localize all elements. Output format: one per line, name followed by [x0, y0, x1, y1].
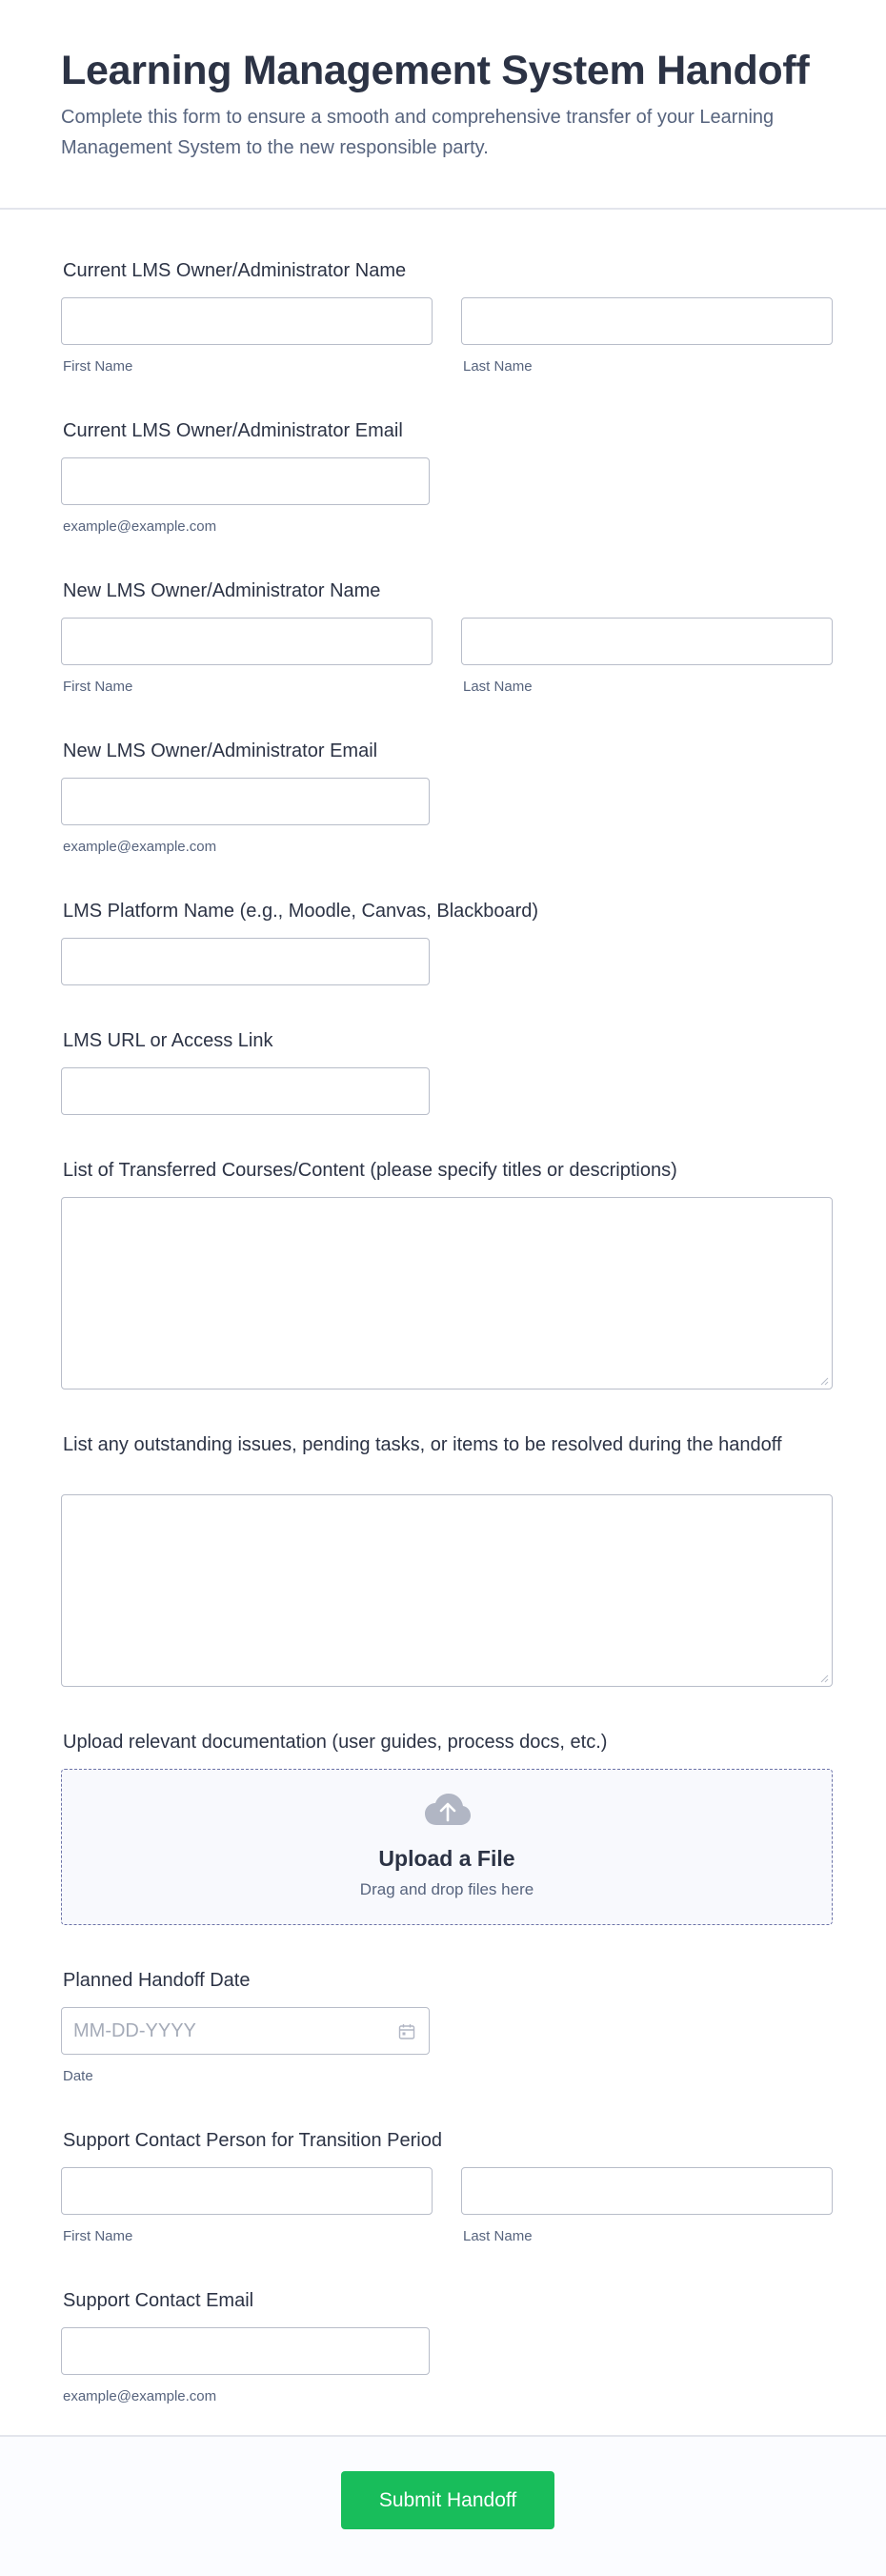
support-contact-last-name-input[interactable] [461, 2167, 833, 2215]
resize-handle-icon[interactable] [819, 1376, 829, 1386]
page-description: Complete this form to ensure a smooth and comprehensive transfer of your Learning Management System to the new responsible party. [61, 107, 775, 158]
page-title: Learning Management System Handoff [61, 48, 810, 93]
courses-label: List of Transferred Courses/Content (please specify titles or descriptions) [63, 1160, 677, 1181]
current-owner-last-name-sublabel: Last Name [463, 358, 533, 375]
handoff-date-input[interactable] [61, 2007, 430, 2055]
upload-hint: Drag and drop files here [359, 1880, 534, 1898]
new-owner-email-sublabel: example@example.com [63, 839, 217, 855]
platform-name-input[interactable] [61, 938, 430, 985]
support-contact-last-name-sublabel: Last Name [463, 2228, 533, 2244]
outstanding-textarea[interactable] [61, 1494, 833, 1687]
handoff-date-sublabel: Date [63, 2068, 93, 2084]
handoff-date-label: Planned Handoff Date [63, 1970, 251, 1991]
lms-url-label: LMS URL or Access Link [63, 1030, 273, 1051]
form-footer [0, 2435, 886, 2576]
support-contact-first-name-input[interactable] [61, 2167, 433, 2215]
lms-url-input[interactable] [61, 1067, 430, 1115]
calendar-icon[interactable] [398, 2023, 415, 2040]
outstanding-label: List any outstanding issues, pending tasks, or items to be resolved during the handoff [63, 1434, 782, 1455]
new-owner-email-input[interactable] [61, 778, 430, 825]
form-body [0, 212, 886, 2435]
courses-textarea[interactable] [61, 1197, 833, 1389]
date-placeholder: MM-DD-YYYY [73, 2020, 196, 2041]
current-owner-first-name-input[interactable] [61, 297, 433, 345]
new-owner-first-name-sublabel: First Name [63, 679, 133, 695]
support-email-sublabel: example@example.com [63, 2388, 217, 2404]
new-owner-last-name-sublabel: Last Name [463, 679, 533, 695]
new-owner-email-label: New LMS Owner/Administrator Email [63, 740, 378, 761]
resize-handle-icon[interactable] [819, 1673, 829, 1683]
cloud-upload-icon [424, 1793, 472, 1827]
new-owner-last-name-input[interactable] [461, 618, 833, 665]
form-header [0, 0, 886, 210]
upload-title: Upload a File [378, 1846, 515, 1871]
current-owner-email-input[interactable] [61, 457, 430, 505]
current-owner-name-label: Current LMS Owner/Administrator Name [63, 260, 407, 281]
support-contact-first-name-sublabel: First Name [63, 2228, 133, 2244]
new-owner-first-name-input[interactable] [61, 618, 433, 665]
file-upload-dropzone[interactable] [61, 1769, 833, 1925]
support-contact-label: Support Contact Person for Transition Period [63, 2130, 442, 2151]
current-owner-first-name-sublabel: First Name [63, 358, 133, 375]
support-email-input[interactable] [61, 2327, 430, 2375]
submit-button[interactable]: Submit Handoff [341, 2471, 554, 2529]
current-owner-email-sublabel: example@example.com [63, 518, 217, 535]
upload-label: Upload relevant documentation (user guides, process docs, etc.) [63, 1732, 608, 1753]
current-owner-last-name-input[interactable] [461, 297, 833, 345]
platform-name-label: LMS Platform Name (e.g., Moodle, Canvas, Blackboard) [63, 901, 539, 922]
current-owner-email-label: Current LMS Owner/Administrator Email [63, 420, 403, 441]
support-email-label: Support Contact Email [63, 2290, 254, 2311]
new-owner-name-label: New LMS Owner/Administrator Name [63, 580, 381, 601]
